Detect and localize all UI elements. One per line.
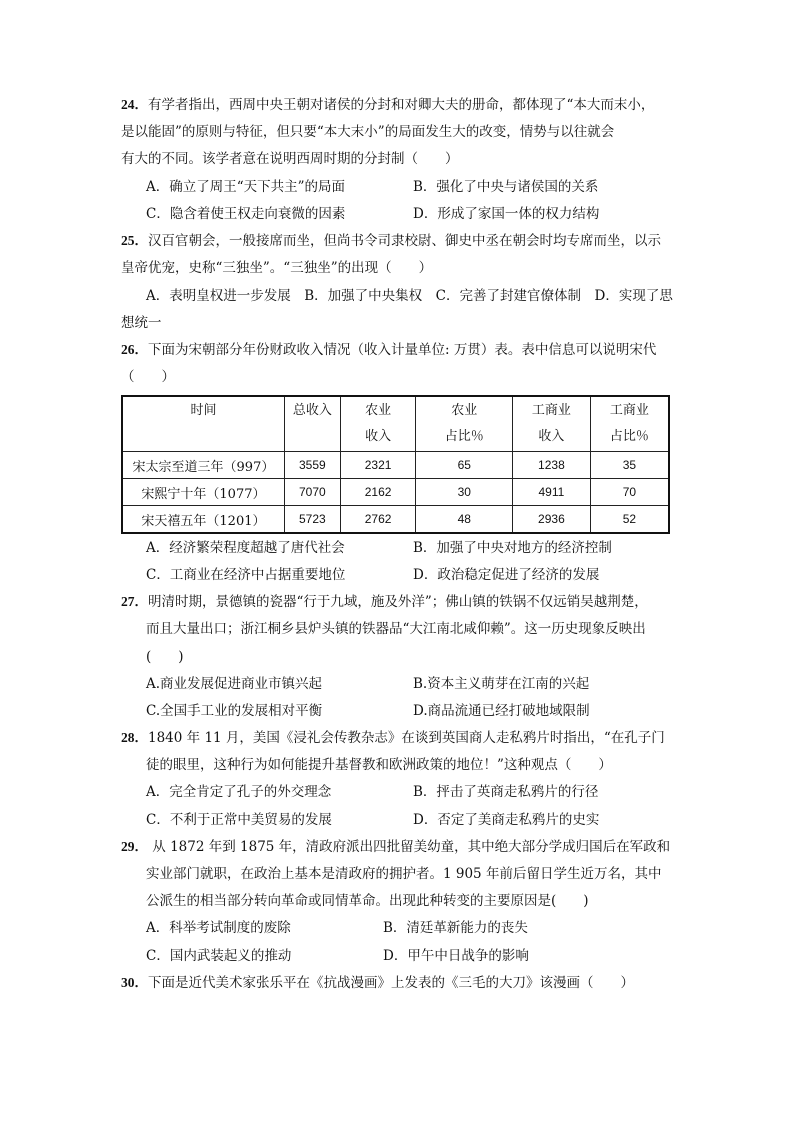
question-27-line-3: ( ) xyxy=(146,649,184,665)
question-24-line-3: 有大的不同。该学者意在说明西周时期的分封制（ ） xyxy=(121,151,459,167)
table-cell: 65 xyxy=(416,452,513,479)
question-24-option-a[interactable]: A．确立了周王“天下共主”的局面 xyxy=(146,179,346,195)
header-text: 农业 xyxy=(451,403,478,418)
question-26-option-d[interactable]: D．政治稳定促进了经济的发展 xyxy=(413,567,600,583)
header-text: 占比％ xyxy=(609,429,649,444)
question-26-option-b[interactable]: B．加强了中央对地方的经济控制 xyxy=(413,540,612,556)
question-27-option-b[interactable]: B.资本主义萌芽在江南的兴起 xyxy=(413,676,590,692)
question-28-option-b[interactable]: B．抨击了英商走私鸦片的行径 xyxy=(413,784,599,800)
question-27-option-c[interactable]: C.全国手工业的发展相对平衡 xyxy=(146,703,323,719)
question-29-option-b[interactable]: B．清廷革新能力的丧失 xyxy=(383,920,528,936)
question-30-line-1 xyxy=(121,973,634,993)
question-27-option-d[interactable]: D.商品流通已经打破地域限制 xyxy=(413,703,590,719)
question-text: 1840 年 11 月，美国《浸礼会传教杂志》在谈到英国商人走私鸦片时指出，“在孔子门 xyxy=(148,730,665,746)
table-header-cell xyxy=(122,396,284,452)
question-number: 27． xyxy=(121,594,148,609)
table-cell: 52 xyxy=(590,506,669,534)
question-29-line-3: 公派生的相当部分转向革命或同情革命。出现此种转变的主要原因是( ) xyxy=(146,893,589,909)
table-cell: 4911 xyxy=(513,479,591,506)
header-text: 占比％ xyxy=(444,429,484,444)
table-cell: 宋太宗至道三年（997） xyxy=(122,452,284,479)
question-24-line-1 xyxy=(121,95,654,115)
question-text: 下面是近代美术家张乐平在《抗战漫画》上发表的《三毛的大刀》该漫画（ ） xyxy=(148,975,634,991)
question-29-line-1 xyxy=(121,837,670,857)
header-text: 时间 xyxy=(190,403,217,418)
question-25-options[interactable]: A．表明皇权进一步发展 B．加强了中央集权 C．完善了封建官僚体制 D．实现了思 xyxy=(146,288,673,304)
question-number: 28． xyxy=(121,730,148,745)
question-number: 30． xyxy=(121,975,148,990)
question-number: 25． xyxy=(121,233,148,248)
table-header-row xyxy=(122,396,669,452)
header-text: 工商业 xyxy=(531,403,571,418)
table-header-cell xyxy=(284,396,340,452)
table-cell: 70 xyxy=(590,479,669,506)
header-text: 收入 xyxy=(538,429,565,444)
question-29-option-a[interactable]: A．科举考试制度的废除 xyxy=(146,920,291,936)
question-text: 下面为宋朝部分年份财政收入情况（收入计量单位: 万贯）表。表中信息可以说明宋代 xyxy=(148,342,657,358)
header-text: 总收入 xyxy=(292,403,332,418)
table-cell: 宋熙宁十年（1077） xyxy=(122,479,284,506)
question-26-line-2: （ ） xyxy=(121,369,175,385)
question-24-option-d[interactable]: D．形成了家国一体的权力结构 xyxy=(413,206,600,222)
question-29-option-c[interactable]: C．国内武装起义的推动 xyxy=(146,948,292,964)
table-cell: 2321 xyxy=(340,452,416,479)
question-24-option-b[interactable]: B．强化了中央与诸侯国的关系 xyxy=(413,179,599,195)
question-29-option-d[interactable]: D．甲午中日战争的影响 xyxy=(383,948,529,964)
table-header-cell xyxy=(590,396,669,452)
question-25-line-1 xyxy=(121,231,661,251)
table-row xyxy=(122,452,669,479)
header-text: 收入 xyxy=(365,429,392,444)
table-cell: 5723 xyxy=(284,506,340,534)
question-26-option-c[interactable]: C．工商业在经济中占据重要地位 xyxy=(146,567,346,583)
question-25-line-2: 皇帝优宠，史称“三独坐”。“三独坐”的出现（ ） xyxy=(121,260,433,276)
table-row xyxy=(122,506,669,534)
table-cell: 宋天禧五年（1201） xyxy=(122,506,284,534)
table-header-cell xyxy=(416,396,513,452)
table-row xyxy=(122,479,669,506)
question-28-line-2: 徒的眼里，这种行为如何能提升基督教和欧洲政策的地位！”这种观点（ ） xyxy=(146,757,612,773)
question-26-option-a[interactable]: A．经济繁荣程度超越了唐代社会 xyxy=(146,540,345,556)
question-27-line-2: 而且大量出口；浙江桐乡县炉头镇的铁器品“大江南北咸仰赖”。这一历史现象反映出 xyxy=(146,621,646,637)
table-cell: 35 xyxy=(590,452,669,479)
table-cell: 2162 xyxy=(340,479,416,506)
question-27-line-1 xyxy=(121,592,648,612)
question-number: 29． xyxy=(121,839,148,854)
question-number: 24． xyxy=(121,97,148,112)
question-28-option-a[interactable]: A．完全肯定了孔子的外交理念 xyxy=(146,784,332,800)
question-27-option-a[interactable]: A.商业发展促进商业市镇兴起 xyxy=(146,676,323,692)
revenue-table xyxy=(121,395,670,534)
question-24-line-2: 是以能固”的原则与特征，但只要“本大末小”的局面发生大的改变，情势与以往就会 xyxy=(121,124,615,140)
table-header-cell xyxy=(340,396,416,452)
header-text: 农业 xyxy=(365,403,392,418)
question-text: 有学者指出，西周中央王朝对诸侯的分封和对卿大夫的册命，都体现了“本大而末小， xyxy=(148,97,655,113)
table-cell: 7070 xyxy=(284,479,340,506)
table-cell: 2762 xyxy=(340,506,416,534)
question-text: 汉百官朝会，一般接席而坐，但尚书令司隶校尉、御史中丞在朝会时均专席而坐，以示 xyxy=(148,233,661,249)
question-24-option-c[interactable]: C．隐含着使王权走向衰微的因素 xyxy=(146,206,346,222)
question-text: 明清时期，景德镇的瓷器“行于九域，施及外洋”；佛山镇的铁锅不仅远销吴越荆楚， xyxy=(148,594,648,610)
question-number: 26． xyxy=(121,342,148,357)
table-header-cell xyxy=(513,396,591,452)
question-29-line-2: 实业部门就职，在政治上基本是清政府的拥护者。1 905 年前后留日学生近万名，其中 xyxy=(146,866,662,882)
table-cell: 1238 xyxy=(513,452,591,479)
table-cell: 30 xyxy=(416,479,513,506)
table-cell: 48 xyxy=(416,506,513,534)
question-28-option-d[interactable]: D．否定了美商走私鸦片的史实 xyxy=(413,812,600,828)
question-28-option-c[interactable]: C．不利于正常中美贸易的发展 xyxy=(146,812,332,828)
question-26-line-1 xyxy=(121,340,656,360)
table-cell: 2936 xyxy=(513,506,591,534)
header-text: 工商业 xyxy=(609,403,649,418)
question-28-line-1 xyxy=(121,728,665,748)
question-25-options-wrap: 想统一 xyxy=(121,315,162,331)
question-text: 从 1872 年到 1875 年，清政府派出四批留美幼童，其中绝大部分学成归国后在军政和 xyxy=(148,839,671,855)
table-cell: 3559 xyxy=(284,452,340,479)
